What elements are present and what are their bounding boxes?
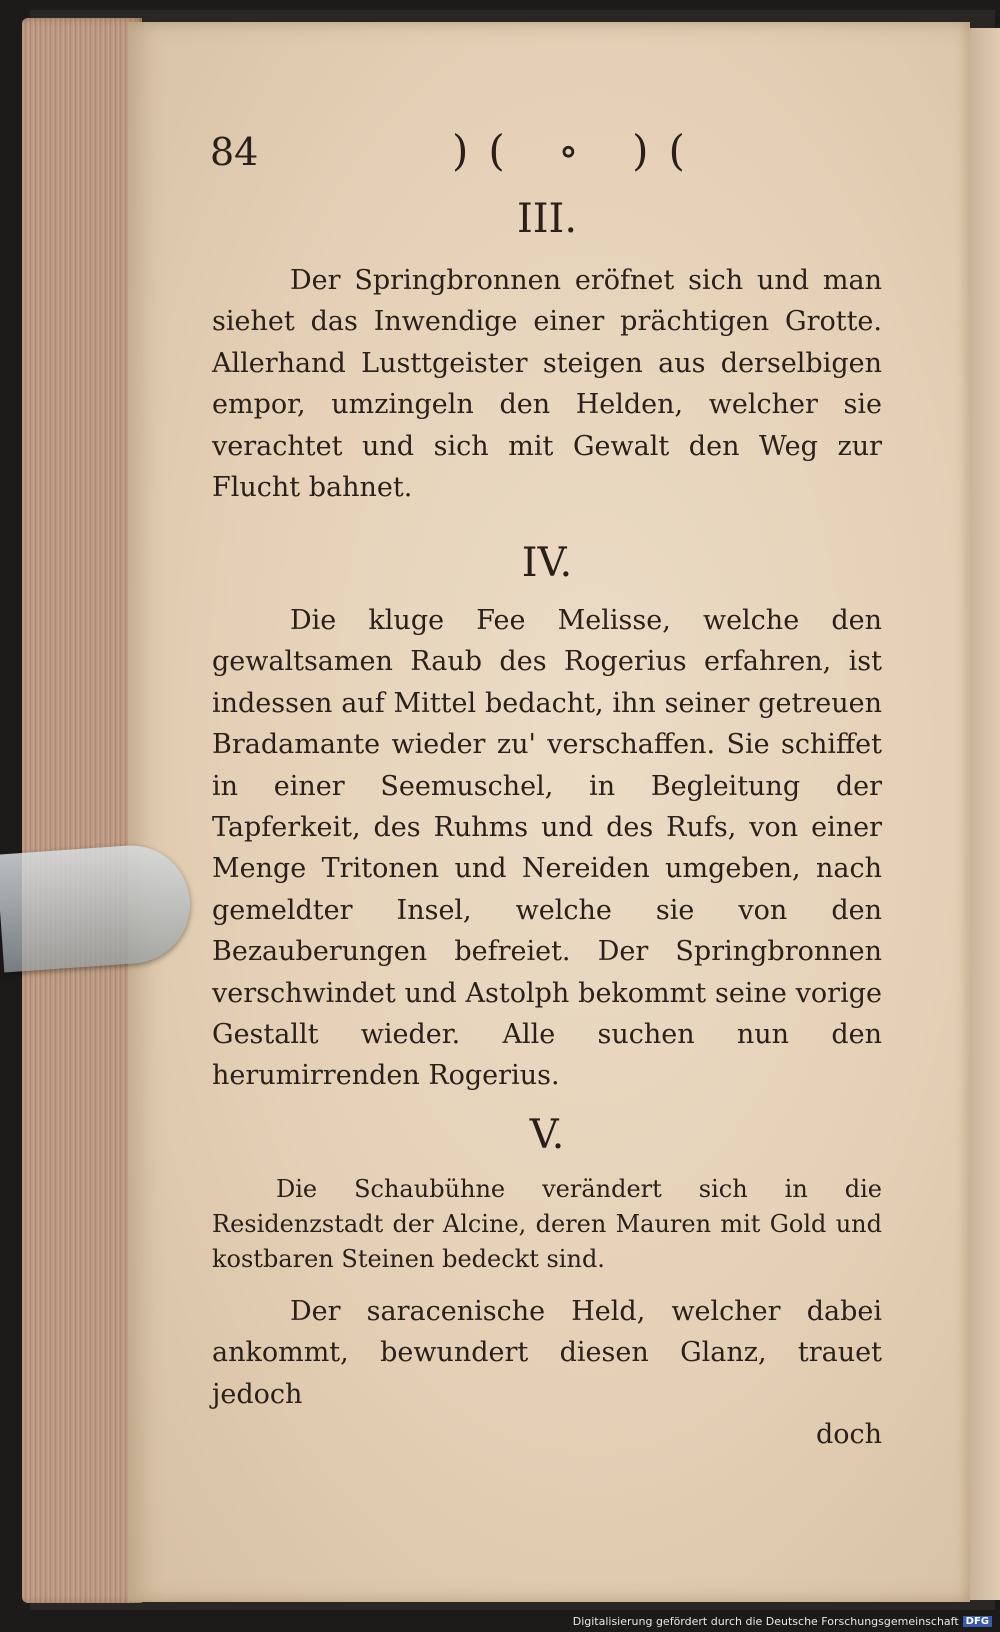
dfg-logo: DFG (963, 1616, 992, 1627)
section-iv (212, 540, 882, 1097)
paragraph: Der saracenische Held, welcher dabei ankommt, bewundert diesen Glanz, trauet jedoch (212, 1296, 882, 1410)
section-iii (212, 196, 882, 508)
catchword: doch (815, 1419, 882, 1451)
glass-page-weight (0, 842, 194, 973)
footer-credit: Digitalisierung gefördert durch die Deutsche Forschungsgemeinschaft (572, 1615, 959, 1628)
next-page-edge (970, 28, 1000, 1600)
paragraph: Der Springbronnen eröfnet sich und man siehet das Inwendige einer prächtigen Grotte. Allerhand Lusttgeister steigen aus derselbigen empor, umzingeln den Helden, welcher sie verachtet und sich mit Gewalt den Weg zur Flucht bahnet. (212, 265, 882, 504)
page-number: 84 (210, 130, 259, 174)
footer (573, 1615, 992, 1628)
page-edges (22, 18, 142, 1603)
section-heading: IV. (521, 540, 573, 586)
paragraph: Die kluge Fee Melisse, welche den gewaltsamen Raub des Rogerius erfahren, ist indessen auf Mittel bedacht, ihn seiner getreuen Bradamante wieder zu' verschaffen. Sie schiffet in einer Seemuschel, in Begleitung der Tapferkeit, des Ruhms und des Rufs, von einer Menge Tritonen und Nereiden umgeben, nach gemeldter Insel, welche sie von den Bezauberungen befreiet. Der Springbronnen verschwindet und Astolph bekommt seine vorige Gestallt wieder. Alle suchen nun den herumirrenden Rogerius. (212, 605, 882, 1092)
section-v (212, 1112, 882, 1455)
stage-direction: Die Schaubühne verändert sich in die Residenzstadt der Alcine, deren Mauren mit Gold und kostbaren Steinen bedeckt sind. (212, 1175, 882, 1273)
section-heading: III. (516, 196, 578, 242)
header-ornament: )( ∘ )( (452, 126, 705, 175)
section-heading: V. (529, 1112, 565, 1158)
